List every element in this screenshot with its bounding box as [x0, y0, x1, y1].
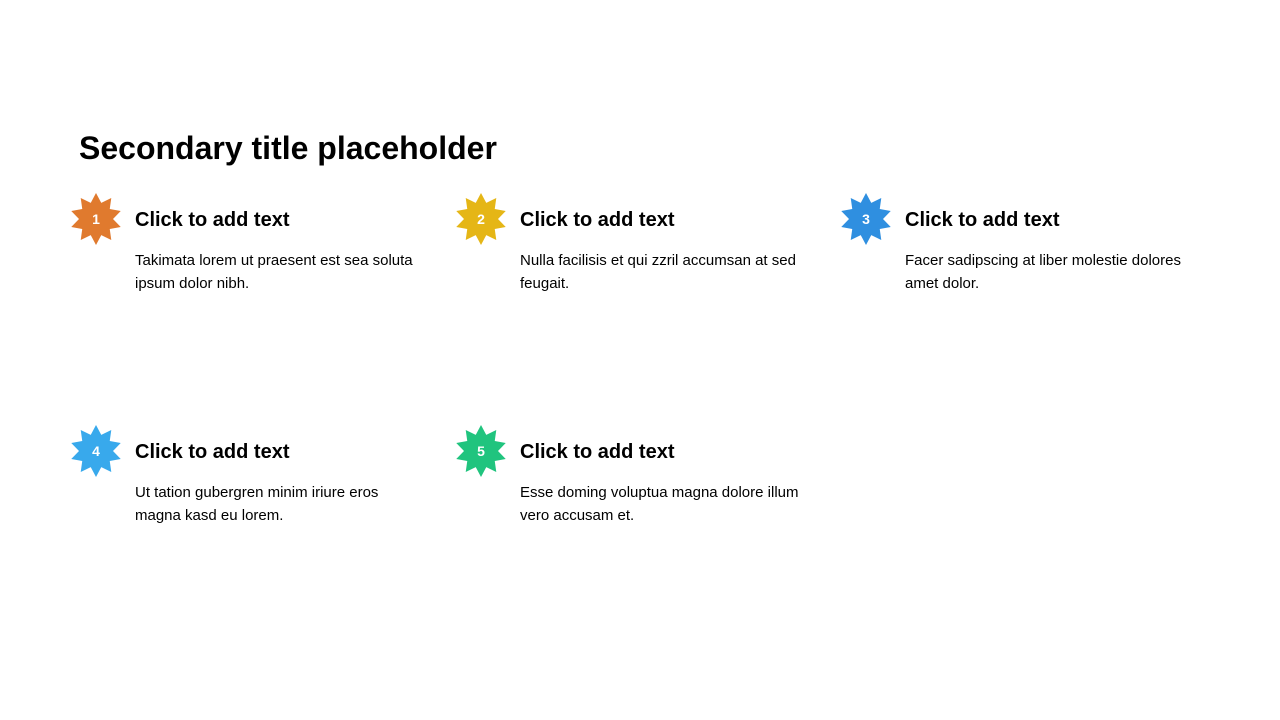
list-item-1 — [69, 192, 449, 312]
slide-title: Secondary title placeholder — [79, 130, 497, 166]
item-heading[interactable]: Click to add text — [135, 441, 290, 463]
badge-number: 2 — [477, 211, 485, 227]
item-body-text[interactable]: Facer sadipscing at liber molestie dolores amet dolor. — [905, 252, 1181, 292]
item-heading[interactable]: Click to add text — [520, 209, 675, 231]
list-item-5 — [454, 424, 834, 544]
item-body-text[interactable]: Esse doming voluptua magna dolore illum vero accusam et. — [520, 484, 799, 524]
badge-number: 3 — [862, 211, 870, 227]
starburst-badge-icon — [454, 192, 508, 246]
badge-number: 4 — [92, 443, 100, 459]
list-item-4 — [69, 424, 449, 544]
list-item-3 — [839, 192, 1219, 312]
list-item-2 — [454, 192, 834, 312]
item-heading[interactable]: Click to add text — [520, 441, 675, 463]
starburst-badge-icon — [454, 424, 508, 478]
item-body-text[interactable]: Nulla facilisis et qui zzril accumsan at sed feugait. — [520, 252, 796, 292]
badge-number: 1 — [92, 211, 100, 227]
item-heading[interactable]: Click to add text — [135, 209, 290, 231]
starburst-badge-icon — [69, 424, 123, 478]
item-body-text[interactable]: Takimata lorem ut praesent est sea soluta ipsum dolor nibh. — [135, 252, 413, 292]
item-heading[interactable]: Click to add text — [905, 209, 1060, 231]
starburst-badge-icon — [69, 192, 123, 246]
item-body-text[interactable]: Ut tation gubergren minim iriure eros magna kasd eu lorem. — [135, 484, 379, 524]
starburst-badge-icon — [839, 192, 893, 246]
badge-number: 5 — [477, 443, 485, 459]
